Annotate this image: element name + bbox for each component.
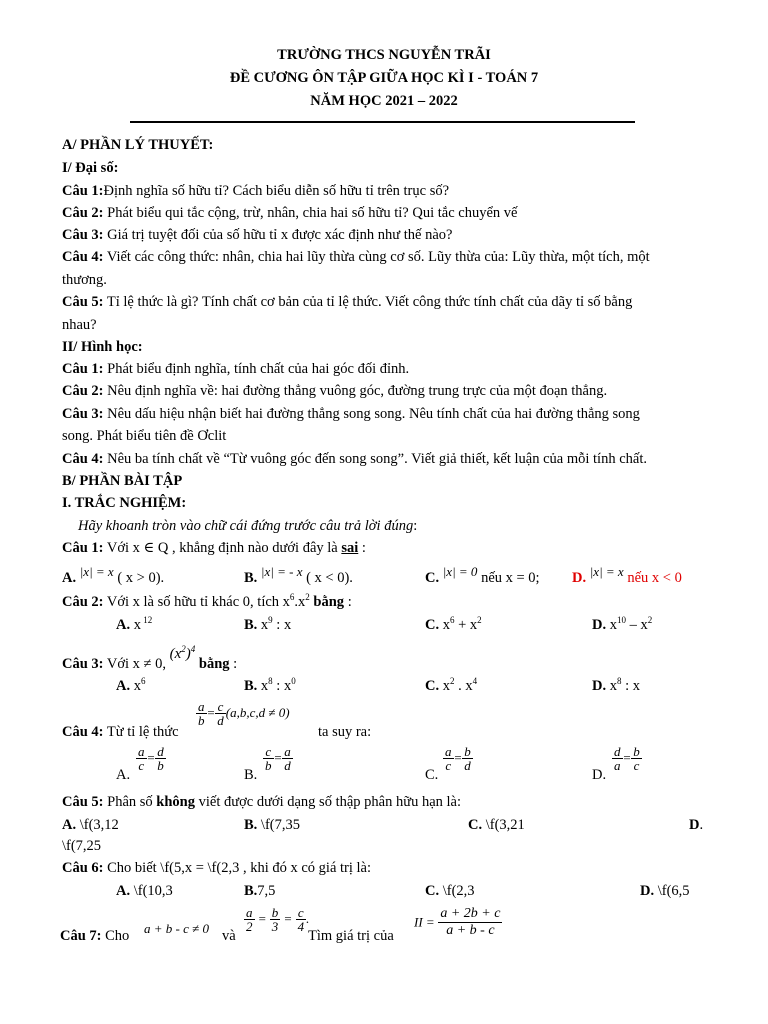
q7-and: và (222, 928, 236, 944)
q7-condition: a + b - c ≠ 0 (144, 921, 210, 936)
algebra-heading: I/ Đại số: (62, 160, 119, 176)
q5-option-b: B. \f(7,35 (244, 817, 300, 833)
header-divider (130, 121, 635, 123)
q4-given-proportion: $\frac{a}{b}$ = $\frac{c}{d}$ (a,b,c,d ≠ 0) (198, 699, 290, 728)
geometry-q2: Câu 2: Nêu định nghĩa về: hai đường thẳng vuông góc, đường trung trực của một đoạn thẳng. (62, 383, 608, 399)
q6-option-a: A. \f(10,3 (116, 883, 173, 899)
q5-option-d: D. (689, 817, 704, 833)
document-title: ĐỀ CƯƠNG ÔN TẬP GIỮA HỌC KÌ I - TOÁN 7 (229, 70, 539, 86)
q7-find: Tìm giá trị của (308, 928, 394, 944)
mc-instruction: Hãy khoanh tròn vào chữ cái đứng trước câu trả lời đúng: (78, 518, 418, 534)
q5-option-a: A. \f(3,12 (62, 817, 119, 833)
q4-option-d: $\frac{d}{a}$ = $\frac{b}{c}$ (614, 744, 640, 773)
q2-option-b: B. $x^9$ : x (244, 615, 292, 633)
algebra-q5-cont: nhau? (62, 317, 97, 333)
algebra-q3: Câu 3: Giá trị tuyệt đối của số hữu tỉ x được xác định như thế nào? (62, 227, 453, 243)
mc-heading: I. TRẮC NGHIỆM: (62, 495, 187, 511)
q3-option-b: B. $x^8$ : $x^0$ (244, 676, 296, 694)
geometry-q4: Câu 4: Nêu ba tính chất về “Từ vuông góc đến song song”. Viết giả thiết, kết luận của mỗi tính chất. (62, 451, 647, 467)
q1-option-d: D. |x| = x nếu x < 0 (572, 564, 682, 586)
algebra-q4-cont: thương. (62, 272, 107, 288)
q3-option-a: A. $x^6$ (116, 676, 146, 694)
geometry-q3: Câu 3: Nêu dấu hiệu nhận biết hai đường thẳng song song. Nêu tính chất của hai đường thẳng song (62, 406, 640, 422)
part-a-heading: A/ PHẦN LÝ THUYẾT: (62, 137, 214, 153)
q4-option-a-key: A. (116, 767, 131, 783)
part-b-heading: B/ PHẦN BÀI TẬP (62, 473, 183, 489)
q2-option-c: C. $x^6 + x^2$ (425, 615, 482, 633)
q4-option-b-key: B. (244, 767, 258, 783)
q4-option-d-key: D. (592, 767, 607, 783)
algebra-q5: Câu 5: Tỉ lệ thức là gì? Tính chất cơ bản của tỉ lệ thức. Viết công thức tính chất của dãy tỉ số bằng (62, 294, 633, 310)
q3-option-c: C. $x^2$ . $x^4$ (425, 676, 478, 694)
q4-stem: Câu 4: Từ tỉ lệ thức (62, 724, 179, 740)
q6-option-d: D. \f(6,5 (640, 883, 690, 899)
q3-stem: Câu 3: Với x ≠ 0, $(x^2)^4$ bằng : (62, 644, 238, 672)
school-name: TRƯỜNG THCS NGUYỄN TRÃI (277, 47, 491, 63)
q2-option-d: D. $x^{10} - x^2$ (592, 615, 653, 633)
q4-tail: ta suy ra: (318, 724, 372, 740)
q1-option-b: B. |x| = - x ( x < 0). (244, 564, 353, 586)
q1-option-a: A. |x| = x ( x > 0). (62, 564, 165, 586)
q2-stem: Câu 2: Với x là số hữu tỉ khác 0, tích $x^6.x^2$ bằng : (62, 592, 352, 610)
q6-option-b: B.7,5 (244, 883, 276, 899)
q5-stem: Câu 5: Phân số không viết được dưới dạng số thập phân hữu hạn là: (62, 794, 462, 810)
q6-stem: Câu 6: Cho biết \f(5,x = \f(2,3 , khi đó x có giá trị là: (62, 860, 372, 876)
q4-option-b: $\frac{c}{b}$ = $\frac{a}{d}$ (265, 744, 291, 773)
school-year: NĂM HỌC 2021 – 2022 (310, 93, 458, 109)
q3-power-expression: $(x^2)^4$ (169, 644, 196, 662)
q5-option-c: C. \f(3,21 (468, 817, 525, 833)
algebra-q4: Câu 4: Viết các công thức: nhân, chia hai lũy thừa cùng cơ số. Lũy thừa của: Lũy thừa, một tích, một (62, 249, 650, 265)
geometry-q1: Câu 1: Phát biểu định nghĩa, tính chất của hai góc đối đỉnh. (62, 361, 410, 377)
q4-option-a: $\frac{a}{c}$ = $\frac{d}{b}$ (138, 744, 164, 773)
q4-option-c-key: C. (425, 767, 439, 783)
q7-stem: Câu 7: Cho (60, 928, 130, 944)
q3-option-d: D. $x^8$ : x (592, 676, 641, 694)
geometry-q3-cont: song. Phát biểu tiên đề Ơclit (62, 428, 227, 444)
geometry-heading: II/ Hình học: (62, 339, 143, 355)
algebra-q1: Câu 1:Định nghĩa số hữu tỉ? Cách biểu diễn số hữu tỉ trên trục số? (62, 183, 450, 199)
q1-option-c: C. |x| = 0 nếu x = 0; (425, 564, 540, 586)
q5-option-d-value: \f(7,25 (62, 838, 102, 854)
q6-option-c: C. \f(2,3 (425, 883, 475, 899)
q4-option-c: $\frac{a}{c}$ = $\frac{b}{d}$ (445, 744, 471, 773)
q2-option-a: A. x $^{12}$ (116, 615, 153, 633)
q7-ratio: $\frac{a}{2}$ = $\frac{b}{3}$ = $\frac{c}{4}$ . (246, 905, 310, 934)
algebra-q2: Câu 2: Phát biểu qui tắc cộng, trừ, nhân, chia hai số hữu tỉ? Qui tắc chuyển vế (62, 205, 518, 221)
q1-stem: Câu 1: Với x ∈ Q , khẳng định nào dưới đây là sai : (62, 540, 366, 556)
q7-expression: II = $\frac{a + 2b + c}{a + b - c}$ (414, 906, 501, 938)
